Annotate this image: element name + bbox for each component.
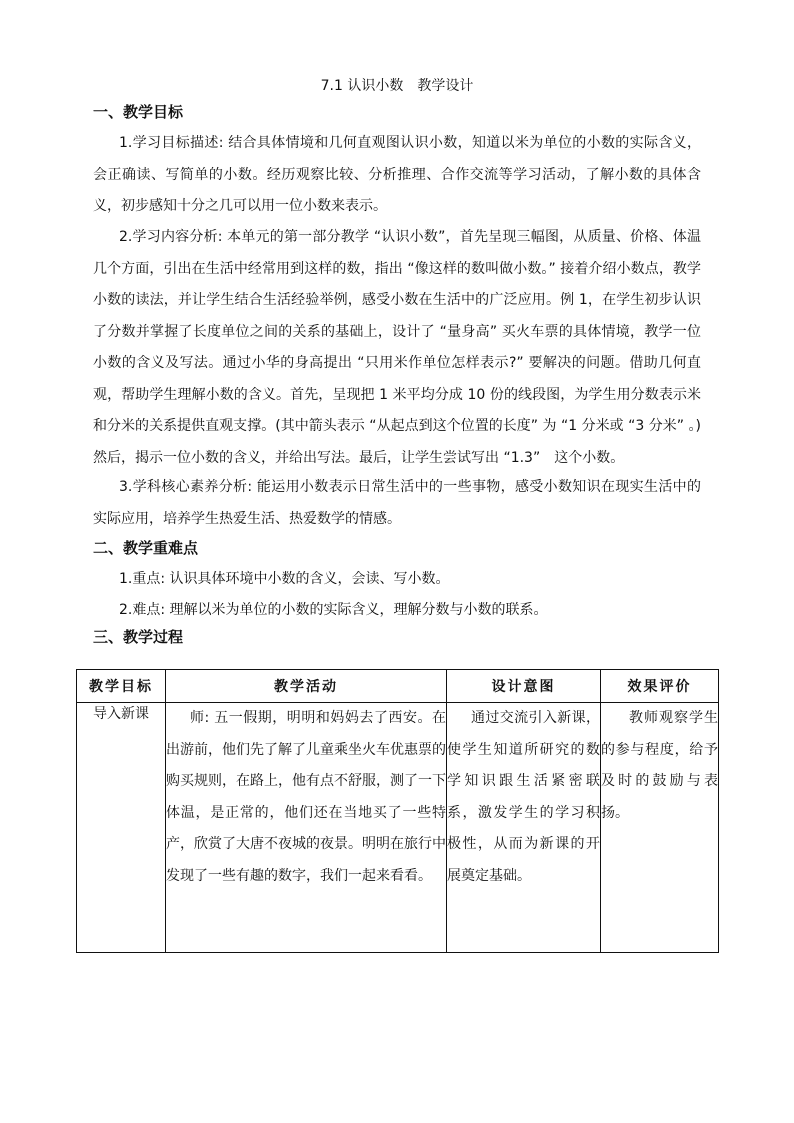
section-heading-process: 三、教学过程 — [93, 628, 184, 646]
evaluation-text: 教师观察学生的参与程度，给予及时的鼓励与表扬。 — [601, 710, 718, 821]
activity-text: 师: 五一假期，明明和妈妈去了西安。在出游前，他们先了解了儿童乘坐火车优惠票的购买规则，在路上，他有点不舒服，测了一下体温，是正常的，他们还在当地买了一些特产，欣赏了大唐不夜城的夜景。明明在旅行中发现了一些有趣的数字，我们一起来看看。 — [166, 710, 446, 884]
table-header-intent: 设计意图 — [447, 670, 601, 703]
intent-text: 通过交流引入新课，使学生知道所研究的数学知识跟生活紧密联系，激发学生的学习积极性，从而为新课的开展奠定基础。 — [447, 710, 600, 884]
cell-activity — [166, 703, 447, 953]
teaching-process-table — [76, 669, 719, 953]
table-row — [77, 703, 719, 953]
table-header-activity: 教学活动 — [166, 670, 447, 703]
page-title: 7.1 认识小数 教学设计 — [320, 78, 474, 94]
cell-intent — [447, 703, 601, 953]
cell-evaluation — [601, 703, 719, 953]
table-header-row — [77, 670, 719, 703]
key-point-line: 1.重点: 认识具体环境中小数的含义，会读、写小数。 — [119, 571, 450, 587]
cell-goal: 导入新课 — [77, 703, 166, 953]
section-heading-goals: 一、教学目标 — [93, 103, 184, 121]
goal-paragraph-1: 1.学习目标描述: 结合具体情境和几何直观图认识小数，知道以米为单位的小数的实际含义，会正确读、写简单的小数。经历观察比较、分析推理、合作交流等学习活动，了解小数的具体含义，初步感知十分之几可以用一位小数来表示。 — [93, 135, 701, 214]
table-header-evaluation: 效果评价 — [601, 670, 719, 703]
table-header-goal: 教学目标 — [77, 670, 166, 703]
goal-paragraph-2: 2.学习内容分析: 本单元的第一部分教学 “认识小数”，首先呈现三幅图，从质量、价格、体温几个方面，引出在生活中经常用到这样的数，指出 “像这样的数叫做小数。” 接着介绍小数点，教学小数的读法，并让学生结合生活经验举例，感受小数在生活中的广泛应用。例 1，在学生初步认识了分数并掌握了长度单位之间的关系的基础上，设计了 “量身高” 买火车票的具体情境，教学一位小数的含义及写法。通过小华的身高提出 “只用米作单位怎样表示?” 要解决的问题。借助几何直观，帮助学生理解小数的含义。首先，呈现把 1 米平均分成 10 份的线段图，为学生用分数表示米和分米的关系提供直观支撑。(其中箭头表示 “从起点到这个位置的长度” 为 “1 分米或 “3 分米” 。)然后，揭示一位小数的含义，并给出写法。最后，让学生尝试写出 “1.3” 这个小数。 — [93, 229, 701, 466]
difficult-point-line: 2.难点: 理解以米为单位的小数的实际含义，理解分数与小数的联系。 — [119, 602, 548, 618]
section-heading-key-points: 二、教学重难点 — [93, 539, 199, 557]
goal-paragraph-3: 3.学科核心素养分析: 能运用小数表示日常生活中的一些事物，感受小数知识在现实生活中的实际应用，培养学生热爱生活、热爱数学的情感。 — [93, 479, 701, 527]
